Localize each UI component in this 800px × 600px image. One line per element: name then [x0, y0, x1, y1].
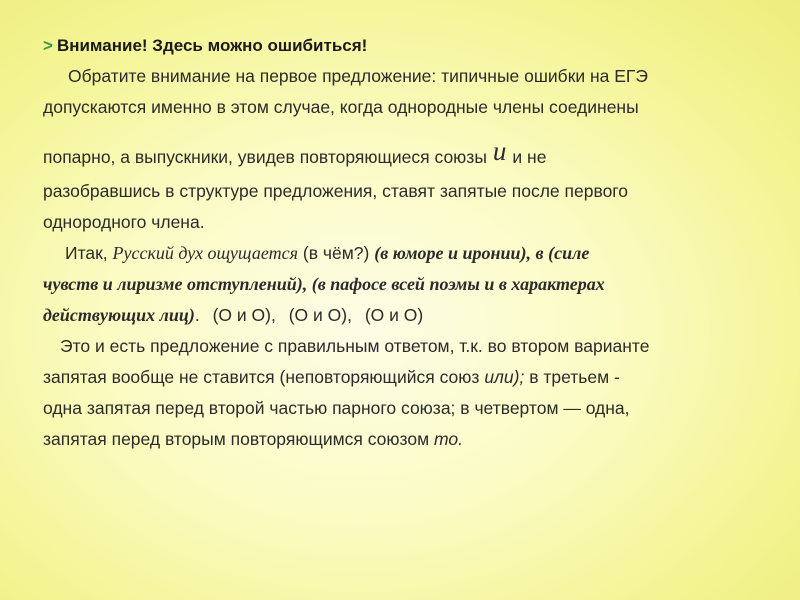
paragraph2-line1: Это и есть предложение с правильным ответом, т.к. во втором варианте: [60, 336, 650, 356]
paragraph1-line3-text: попарно, а выпускники, увидев повторяющиеся союзы: [43, 147, 487, 167]
arrow-icon: >: [43, 36, 53, 55]
paragraph2-line4: [43, 424, 773, 455]
scheme-1: (О и О),: [212, 305, 276, 325]
paragraph2-line2: [43, 362, 773, 393]
example-line1: [43, 238, 773, 269]
paragraph1-line5: однородного члена.: [43, 212, 205, 232]
slide-content: [43, 30, 773, 455]
scheme-2: (О и О),: [288, 305, 352, 325]
example-intro: Итак,: [65, 243, 108, 263]
warning-heading-text: Внимание! Здесь можно ошибиться!: [56, 36, 368, 55]
example-dot: .: [194, 305, 200, 325]
paragraph2-line4-text: запятая перед вторым повторяющимся союзом: [43, 429, 430, 449]
paragraph1-line2: допускаются именно в этом случае, когда однородные члены соединены: [43, 97, 639, 117]
example-part1: (в юморе и иронии), в (силе: [374, 243, 590, 263]
example-subject: Русский дух ощущается: [112, 243, 299, 263]
paragraph1-line3-end: и не: [512, 147, 547, 167]
example-part3: действующих лиц): [43, 305, 195, 325]
scheme-3: (О и О): [364, 305, 424, 325]
paragraph1-line1: Обратите внимание на первое предложение: типичные ошибки на ЕГЭ: [68, 66, 648, 86]
paragraph1-line3: [43, 123, 773, 176]
conjunction-i: и: [492, 136, 507, 166]
paragraph2-word-to: то.: [434, 429, 463, 449]
paragraph2-line3: одна запятая перед второй частью парного союза; в четвертом — одна,: [43, 398, 630, 418]
paragraph1-line4: разобравшись в структуре предложения, ставят запятые после первого: [43, 181, 629, 201]
example-line3: [43, 300, 773, 331]
warning-heading: [43, 30, 773, 61]
example-part2: чувств и лиризме отступлений), (в пафосе всей поэмы и в характерах: [43, 274, 605, 294]
paragraph2-line2-end: в третьем -: [529, 367, 620, 387]
paragraph2-line2-text: запятая вообще не ставится (неповторяющийся союз: [43, 367, 480, 387]
paragraph2-word-ili: или);: [484, 367, 525, 387]
example-question: (в чём?): [302, 243, 370, 263]
